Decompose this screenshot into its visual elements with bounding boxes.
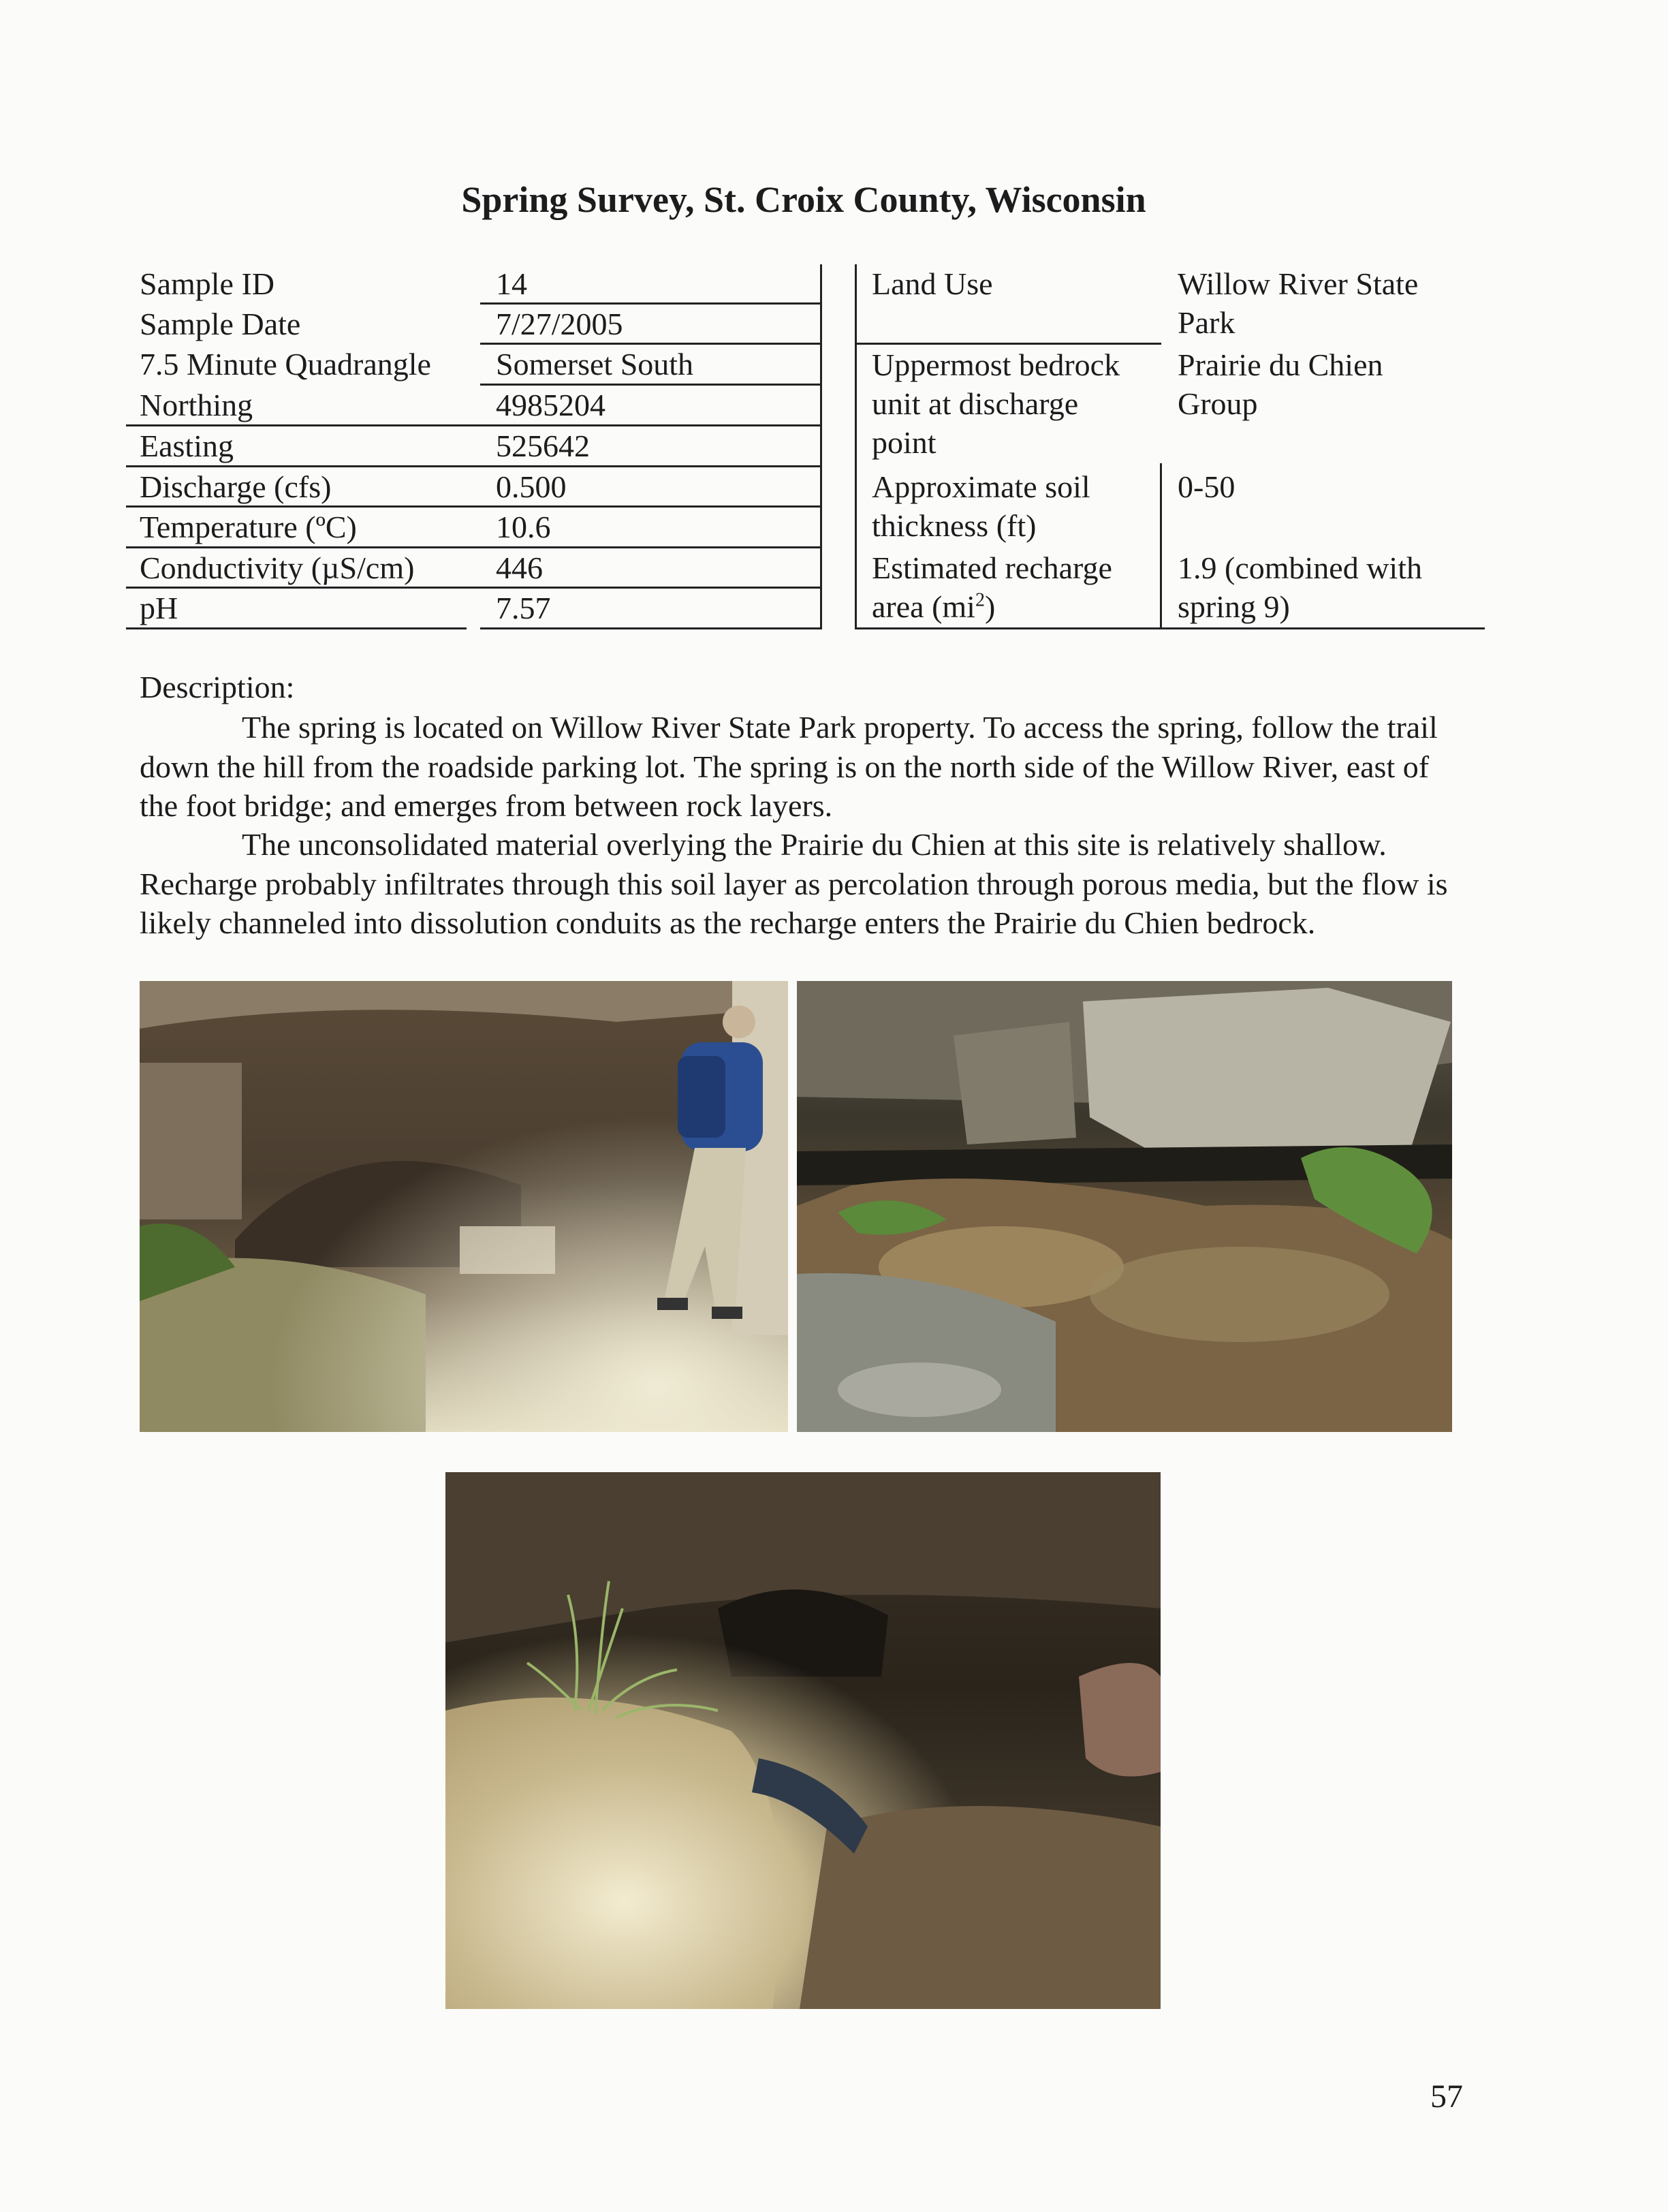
table-border: [855, 264, 857, 629]
value-easting: 525642: [496, 429, 590, 463]
table-rule: [126, 424, 822, 426]
table-rule: [480, 627, 822, 629]
table-border: [820, 264, 822, 629]
label-easting: Easting: [140, 429, 234, 463]
table-rule: [480, 302, 822, 305]
page-number: 57: [1430, 2078, 1463, 2115]
label-recharge-line2: area $(mi^2)$: [872, 589, 996, 624]
table-rule: [126, 627, 467, 629]
description-paragraph-2: The unconsolidated material overlying the Prairie du Chien at this site is relatively shallow. Recharge probably infiltrates through this soil layer as percolation through porous media, but the flow is likely channeled into dissolution conduits as the recharge enters the Prairie du Chien bedrock.: [140, 827, 1448, 940]
label-soil-line1: Approximate soil: [872, 469, 1090, 504]
label-bedrock-line2: unit at discharge: [872, 386, 1079, 421]
label-temperature: Temperature (ºC): [140, 510, 357, 544]
page-title: Spring Survey, St. Croix County, Wisconsin: [461, 179, 1146, 220]
value-land-use-line1: Willow River State: [1178, 266, 1419, 301]
value-soil: 0-50: [1178, 469, 1236, 504]
label-bedrock-line1: Uppermost bedrock: [872, 347, 1120, 382]
value-quadrangle: Somerset South: [496, 347, 694, 381]
value-ph: 7.57: [496, 591, 551, 625]
description-paragraph-1: The spring is located on Willow River State Park property. To access the spring, follow the trail down the hill from the roadside parking lot. The spring is on the north side of the Willow River, east of the foot bridge; and emerges from between rock layers.: [140, 710, 1438, 823]
photo-rock-layers-spring: [797, 981, 1452, 1432]
value-bedrock-line1: Prairie du Chien: [1178, 347, 1383, 382]
label-soil-line2: thickness (ft): [872, 508, 1037, 543]
label-recharge-line1: Estimated recharge: [872, 550, 1112, 585]
photo-spring-outflow: [445, 1472, 1161, 2009]
label-sample-date: Sample Date: [140, 307, 301, 341]
label-discharge: Discharge (cfs): [140, 469, 332, 504]
label-sample-id: Sample ID: [140, 266, 275, 301]
description-label: Description:: [140, 670, 295, 704]
value-sample-date: 7/27/2005: [496, 307, 623, 341]
value-recharge-line2: spring 9): [1178, 589, 1290, 624]
value-recharge-line1: 1.9 (combined with: [1178, 550, 1422, 585]
table-rule: [126, 546, 822, 548]
value-land-use-line2: Park: [1178, 305, 1236, 340]
table-rule: [480, 384, 822, 386]
label-bedrock-line3: point: [872, 425, 937, 460]
label-quadrangle: 7.5 Minute Quadrangle: [140, 347, 431, 381]
value-sample-id: 14: [496, 266, 527, 301]
value-discharge: 0.500: [496, 469, 567, 504]
label-conductivity: Conductivity (µS/cm): [140, 550, 415, 585]
value-conductivity: 446: [496, 550, 543, 585]
table-rule: [480, 343, 822, 345]
table-border: [1160, 463, 1162, 629]
table-rule: [126, 465, 822, 467]
superscript-2: 2: [975, 589, 985, 611]
photo-person-at-spring: [140, 981, 788, 1432]
table-rule: [126, 587, 822, 589]
value-temperature: 10.6: [496, 510, 551, 544]
label-ph: pH: [140, 591, 178, 625]
value-northing: 4985204: [496, 388, 605, 422]
table-rule: [126, 505, 822, 508]
value-bedrock-line2: Group: [1178, 386, 1258, 421]
label-land-use: Land Use: [872, 266, 993, 301]
table-rule: [855, 627, 1485, 629]
label-northing: Northing: [140, 388, 253, 422]
table-rule: [855, 343, 1161, 345]
